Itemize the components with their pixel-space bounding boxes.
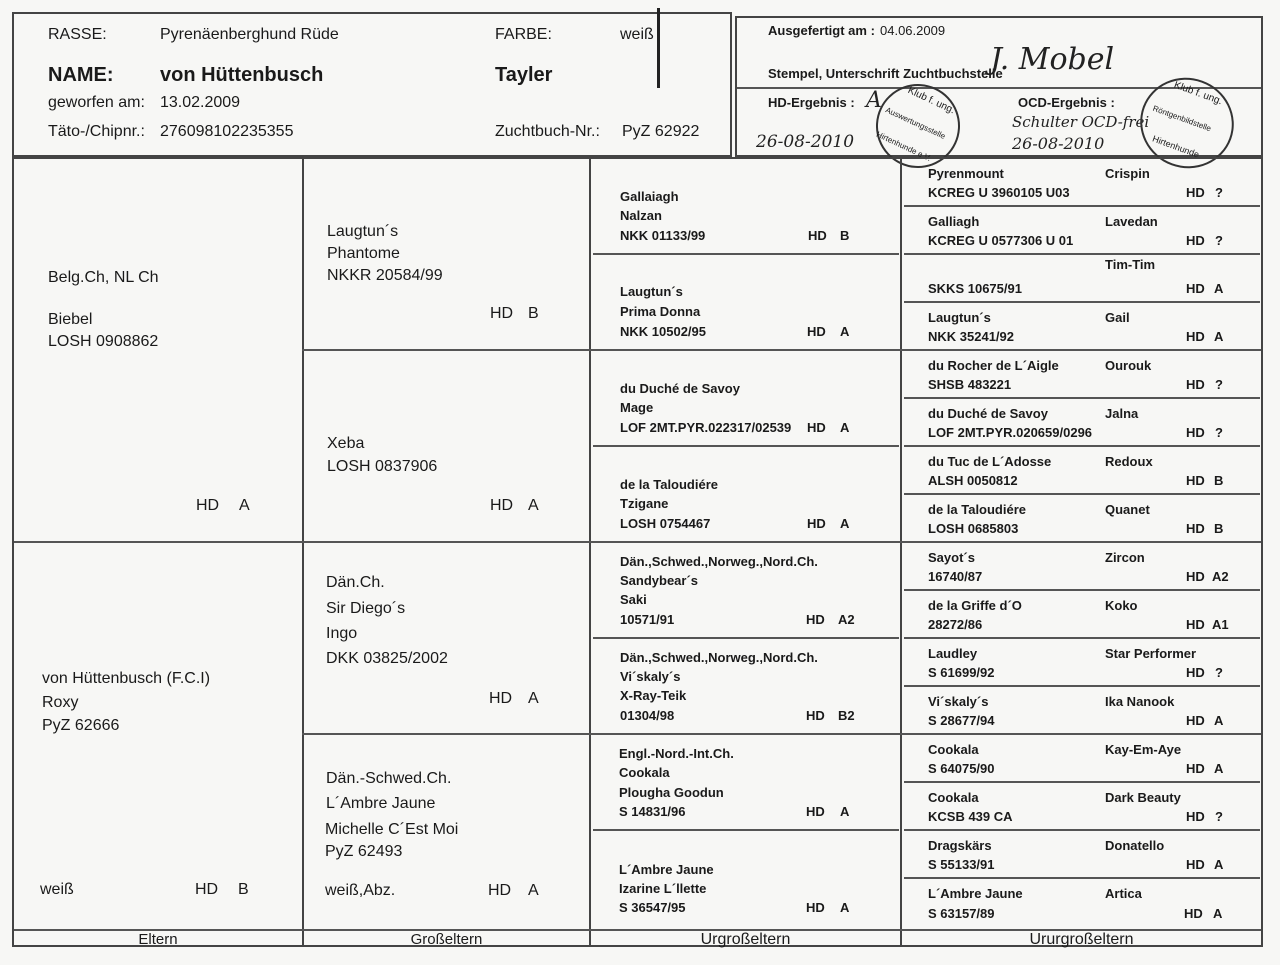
chip-value: 276098102235355 [160, 123, 294, 140]
rasse-label: RASSE: [48, 26, 107, 43]
ggp1-line3: NKK 01133/99 [620, 228, 706, 243]
ggp5-line2: Sandybear´s [620, 573, 699, 588]
gggp8-name: Quanet [1105, 502, 1150, 517]
ggp5-line3: Saki [620, 592, 647, 607]
ocd-ergebnis-date: 26-08-2010 [1012, 134, 1105, 153]
gggp3-reg: SKKS 10675/91 [928, 281, 1022, 296]
ggp4-line1: de la Taloudiére [620, 477, 719, 492]
stamp-right-line1: Klub f. ung. [1172, 79, 1224, 108]
ggp7-line1: Engl.-Nord.-Int.Ch. [619, 746, 734, 761]
gggp12-kennel: Vi´skaly´s [928, 694, 989, 709]
gp2-hd-label: HD [490, 497, 514, 514]
sire-titles: Belg.Ch, NL Ch [48, 269, 159, 286]
ggp1-hd-label: HD [808, 228, 827, 243]
gggp4-hd-label: HD [1186, 329, 1205, 344]
gggp2-hd-label: HD [1186, 233, 1205, 248]
gp2-line2: LOSH 0837906 [327, 458, 438, 475]
ggp6-hd-grade: B2 [838, 708, 855, 723]
gggp6-reg: LOF 2MT.PYR.020659/0296 [928, 425, 1093, 440]
gggp12-hd-label: HD [1186, 713, 1205, 728]
gggp14-name: Dark Beauty [1105, 790, 1181, 805]
gp4-line2: L´Ambre Jaune [326, 795, 436, 812]
gggp8-hd-grade: B [1214, 521, 1224, 536]
ggp2-line2: Prima Donna [620, 304, 701, 319]
gggp2-kennel: Galliagh [928, 214, 980, 229]
ggp8-line3: S 36547/95 [619, 900, 686, 915]
gggp7-name: Redoux [1105, 454, 1153, 469]
gggp6-hd-grade: ? [1215, 425, 1223, 440]
gggp3-name: Tim-Tim [1105, 257, 1156, 272]
gp3-hd-grade: A [528, 690, 539, 707]
ggp3-hd-grade: A [840, 420, 850, 435]
name-label: NAME: [48, 64, 114, 86]
geworfen-label: geworfen am: [48, 94, 145, 111]
gggp14-reg: KCSB 439 CA [928, 809, 1013, 824]
name-dog: Tayler [495, 64, 553, 86]
gggp12-reg: S 28677/94 [928, 713, 995, 728]
gp3-line1: Dän.Ch. [326, 574, 385, 591]
gggp4-name: Gail [1105, 310, 1130, 325]
dam-kennel: von Hüttenbusch (F.C.I) [42, 670, 211, 687]
gggp1-hd-grade: ? [1215, 185, 1223, 200]
gggp14-hd-label: HD [1186, 809, 1205, 824]
signature: J. Mobel [990, 42, 1115, 77]
ausgefertigt-label: Ausgefertigt am : [768, 23, 875, 38]
gggp8-hd-label: HD [1186, 521, 1205, 536]
gggp2-reg: KCREG U 0577306 U 01 [928, 233, 1074, 248]
gggp1-hd-label: HD [1186, 185, 1205, 200]
ggp-divider-5 [593, 637, 899, 639]
gggp9-hd-grade: A2 [1212, 569, 1229, 584]
gggp9-reg: 16740/87 [928, 569, 983, 584]
ggp3-line3: LOF 2MT.PYR.022317/02539 [620, 420, 792, 435]
stamp-right-line2: Röntgenbildstelle [1151, 103, 1213, 134]
sire-hd-grade: A [239, 497, 250, 514]
ggp7-line3: Plougha Goodun [619, 785, 724, 800]
col-divider-3 [900, 157, 902, 947]
gggp15-name: Donatello [1105, 838, 1165, 853]
footer-urgrosseltern: Urgroßeltern [700, 931, 791, 948]
gggp-divider-5 [904, 397, 1260, 399]
gggp5-name: Ourouk [1105, 358, 1152, 373]
zuchtbuch-value: PyZ 62922 [622, 123, 700, 140]
gggp6-kennel: du Duché de Savoy [928, 406, 1048, 421]
gggp1-reg: KCREG U 3960105 U03 [928, 185, 1070, 200]
farbe-value: weiß [620, 26, 654, 43]
dam-reg: PyZ 62666 [42, 717, 120, 734]
gggp16-reg: S 63157/89 [928, 906, 995, 921]
gp1-line3: NKKR 20584/99 [327, 267, 443, 284]
ggp7-line2: Cookala [619, 765, 670, 780]
col-divider-2 [589, 157, 591, 947]
ggp4-hd-grade: A [840, 516, 850, 531]
ggp2-line1: Laugtun´s [620, 284, 683, 299]
ggp4-line3: LOSH 0754467 [620, 516, 711, 531]
gggp12-name: Ika Nanook [1105, 694, 1175, 709]
farbe-label: FARBE: [495, 26, 552, 43]
gggp13-hd-grade: A [1214, 761, 1224, 776]
gggp-divider-2 [904, 253, 1260, 255]
gggp6-name: Jalna [1105, 406, 1139, 421]
gp4-line4: PyZ 62493 [325, 843, 403, 860]
ggp8-line1: L´Ambre Jaune [619, 862, 714, 877]
gggp-divider-12 [904, 733, 1260, 735]
gggp7-hd-label: HD [1186, 473, 1205, 488]
gp3-hd-label: HD [489, 690, 513, 707]
footer-eltern: Eltern [138, 931, 178, 948]
ocd-ergebnis-label: OCD-Ergebnis : [1018, 95, 1115, 110]
gggp-divider-13 [904, 781, 1260, 783]
gggp4-reg: NKK 35241/92 [928, 329, 1014, 344]
gp2-hd-grade: A [528, 497, 539, 514]
ggp1-line1: Gallaiagh [620, 189, 679, 204]
gggp13-name: Kay-Em-Aye [1105, 742, 1182, 757]
gggp10-hd-label: HD [1186, 617, 1205, 632]
gggp2-hd-grade: ? [1215, 233, 1223, 248]
ggp-divider-7 [593, 829, 899, 831]
ggp1-hd-grade: B [840, 228, 850, 243]
gggp8-reg: LOSH 0685803 [928, 521, 1019, 536]
ggp6-line4: 01304/98 [620, 708, 675, 723]
ggp6-line2: Vi´skaly´s [620, 669, 681, 684]
gggp-divider-15 [904, 877, 1260, 879]
gggp-divider-1 [904, 205, 1260, 207]
ggp5-hd-grade: A2 [838, 612, 855, 627]
gggp13-kennel: Cookala [928, 742, 979, 757]
gggp3-hd-grade: A [1214, 281, 1224, 296]
gp4-line3: Michelle C´Est Moi [325, 821, 459, 838]
gggp1-kennel: Pyrenmount [928, 166, 1004, 181]
ggp-divider-3 [593, 445, 899, 447]
gp4-color: weiß,Abz. [325, 882, 396, 899]
gp4-line1: Dän.-Schwed.Ch. [326, 770, 452, 787]
ggp8-line2: Izarine L´llette [619, 881, 707, 896]
ggp3-line1: du Duché de Savoy [620, 381, 740, 396]
gp4-hd-label: HD [488, 882, 512, 899]
footer-grosseltern: Großeltern [410, 931, 483, 948]
ggp2-hd-grade: A [840, 324, 850, 339]
gp1-hd-label: HD [490, 305, 514, 322]
gggp11-name: Star Performer [1105, 646, 1197, 661]
chip-label: Täto-/Chipnr.: [48, 123, 145, 140]
gggp-divider-6 [904, 445, 1260, 447]
ggp5-line4: 10571/91 [620, 612, 675, 627]
gggp5-reg: SHSB 483221 [928, 377, 1012, 392]
gp2-line1: Xeba [327, 435, 365, 452]
ggp4-hd-label: HD [807, 516, 826, 531]
gggp-divider-14 [904, 829, 1260, 831]
gggp-divider-9 [904, 589, 1260, 591]
ggp4-line2: Tzigane [620, 496, 669, 511]
ggp6-hd-label: HD [806, 708, 825, 723]
gggp1-name: Crispin [1105, 166, 1150, 181]
gp1-line2: Phantome [327, 245, 400, 262]
gggp16-hd-grade: A [1213, 906, 1223, 921]
gggp15-hd-grade: A [1214, 857, 1224, 872]
ggp-divider-1 [593, 253, 899, 255]
ggp8-hd-label: HD [806, 900, 825, 915]
stempel-label: Stempel, Unterschrift Zuchtbuchstelle [768, 66, 1003, 81]
col-divider-1 [302, 157, 304, 947]
rasse-value: Pyrenäenberghund Rüde [160, 26, 339, 43]
gggp3-hd-label: HD [1186, 281, 1205, 296]
dam-name: Roxy [42, 694, 79, 711]
gggp-divider-7 [904, 493, 1260, 495]
ggp7-hd-label: HD [806, 804, 825, 819]
header-scan-mark [657, 8, 660, 88]
gggp7-kennel: du Tuc de L´Adosse [928, 454, 1052, 469]
gggp-divider-10 [904, 637, 1260, 639]
hd-ergebnis-value: A [866, 88, 882, 113]
name-kennel: von Hüttenbusch [160, 64, 324, 86]
ocd-ergebnis-value: Schulter OCD-frei [1012, 113, 1150, 131]
gggp7-reg: ALSH 0050812 [928, 473, 1018, 488]
gp1-line1: Laugtun´s [327, 223, 399, 240]
gggp15-kennel: Dragskärs [928, 838, 992, 853]
ggp5-line1: Dän.,Schwed.,Norweg.,Nord.Ch. [620, 554, 818, 569]
zuchtbuch-label: Zuchtbuch-Nr.: [495, 123, 600, 140]
gggp15-reg: S 55133/91 [928, 857, 995, 872]
ggp2-line3: NKK 10502/95 [620, 324, 706, 339]
gggp4-hd-grade: A [1214, 329, 1224, 344]
gp4-hd-grade: A [528, 882, 539, 899]
stamp-right-line3: Hirtenhunde [1151, 133, 1201, 160]
sire-reg: LOSH 0908862 [48, 333, 159, 350]
gggp11-hd-label: HD [1186, 665, 1205, 680]
gp3-line4: DKK 03825/2002 [326, 650, 448, 667]
gggp16-name: Artica [1105, 886, 1142, 901]
stamp-left-line3: Hirtenhunde e.V. [874, 129, 933, 163]
gggp2-name: Lavedan [1105, 214, 1158, 229]
sire-hd-label: HD [196, 497, 220, 514]
gggp13-hd-label: HD [1186, 761, 1205, 776]
ggp5-hd-label: HD [806, 612, 825, 627]
gggp6-hd-label: HD [1186, 425, 1205, 440]
hd-ergebnis-date: 26-08-2010 [756, 132, 855, 152]
gggp4-kennel: Laugtun´s [928, 310, 991, 325]
gggp8-kennel: de la Taloudiére [928, 502, 1027, 517]
dam-hd-label: HD [195, 881, 219, 898]
gggp11-hd-grade: ? [1215, 665, 1223, 680]
gggp-divider-11 [904, 685, 1260, 687]
gggp16-kennel: L´Ambre Jaune [928, 886, 1023, 901]
ggp1-line2: Nalzan [620, 208, 662, 223]
gggp9-name: Zircon [1105, 550, 1145, 565]
gggp10-kennel: de la Griffe d´O [928, 598, 1022, 613]
ggp2-hd-label: HD [807, 324, 826, 339]
gggp-divider-3 [904, 301, 1260, 303]
gggp10-reg: 28272/86 [928, 617, 983, 632]
gggp11-reg: S 61699/92 [928, 665, 995, 680]
gggp7-hd-grade: B [1214, 473, 1224, 488]
gggp5-hd-grade: ? [1215, 377, 1223, 392]
ggp7-line4: S 14831/96 [619, 804, 686, 819]
gggp5-kennel: du Rocher de L´Aigle [928, 358, 1059, 373]
stamp-left-line1: Klub f. ung. [905, 85, 957, 117]
gp3-line2: Sir Diego´s [326, 600, 406, 617]
gggp5-hd-label: HD [1186, 377, 1205, 392]
footer-ururgrosseltern: Ururgroßeltern [1029, 931, 1134, 948]
ausgefertigt-value: 04.06.2009 [880, 23, 946, 38]
stamp-left-line2: Auswertungsstelle [884, 105, 947, 141]
hd-ergebnis-label: HD-Ergebnis : [768, 95, 855, 110]
gp3-line3: Ingo [326, 625, 358, 642]
geworfen-value: 13.02.2009 [160, 94, 241, 111]
ggp3-line2: Mage [620, 400, 654, 415]
dam-color: weiß [40, 881, 74, 898]
ggp7-hd-grade: A [840, 804, 850, 819]
sire-name: Biebel [48, 311, 93, 328]
gggp14-kennel: Cookala [928, 790, 979, 805]
gggp14-hd-grade: ? [1215, 809, 1223, 824]
ggp6-line3: X-Ray-Teik [620, 688, 687, 703]
ggp3-hd-label: HD [807, 420, 826, 435]
gggp16-hd-label: HD [1184, 906, 1203, 921]
gggp12-hd-grade: A [1214, 713, 1224, 728]
gggp10-name: Koko [1105, 598, 1138, 613]
gggp9-kennel: Sayot´s [928, 550, 975, 565]
dam-hd-grade: B [238, 881, 249, 898]
gggp15-hd-label: HD [1186, 857, 1205, 872]
parents-divider [14, 541, 1261, 543]
gggp10-hd-grade: A1 [1212, 617, 1229, 632]
ggp8-hd-grade: A [840, 900, 850, 915]
gggp11-kennel: Laudley [928, 646, 978, 661]
ggp6-line1: Dän.,Schwed.,Norweg.,Nord.Ch. [620, 650, 818, 665]
gggp9-hd-label: HD [1186, 569, 1205, 584]
gggp13-reg: S 64075/90 [928, 761, 995, 776]
gggp-divider-4 [904, 349, 1260, 351]
gp1-hd-grade: B [528, 305, 539, 322]
